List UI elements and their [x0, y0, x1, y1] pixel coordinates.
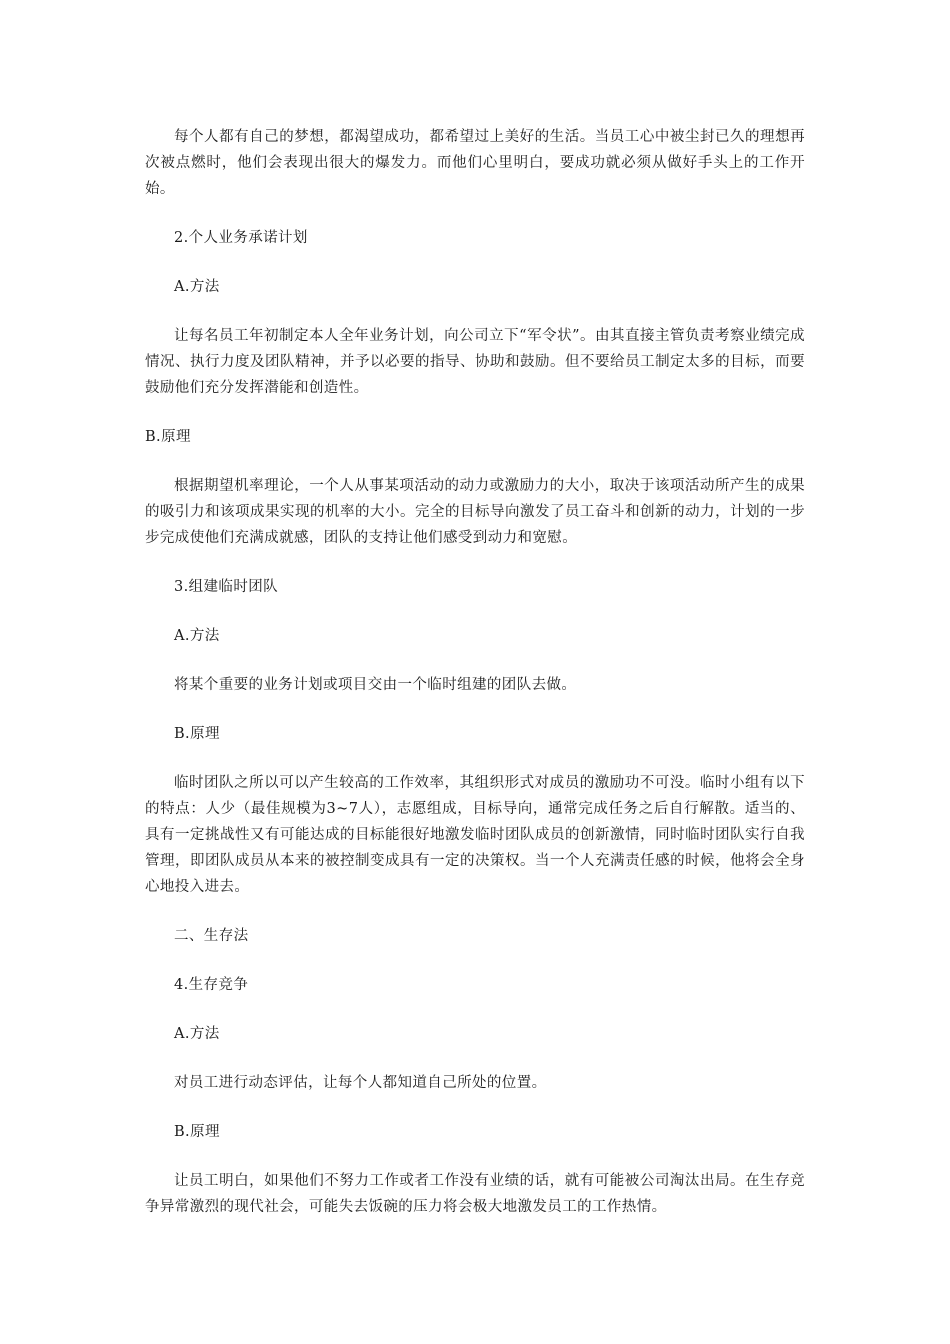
paragraph-method-evaluation: 对员工进行动态评估，让每个人都知道自己所处的位置。 — [174, 1075, 547, 1091]
paragraph-principle-expectancy: 根据期望机率理论，一个人从事某项活动的动力或激励力的大小，取决于该项活动所产生的成果的吸引力和该项成果实现的机率的大小。完全的目标导向激发了员工奋斗和创新的动力，计划的一步步完成使他们充满成就感，团队的支持让他们感受到动力和宽慰。 — [145, 478, 805, 546]
heading-survival-competition: 4.生存竞争 — [174, 977, 249, 993]
document-page — [145, 124, 805, 1220]
heading-business-commitment-plan: 2.个人业务承诺计划 — [174, 230, 308, 246]
heading-method-a: A.方法 — [174, 279, 220, 295]
paragraph-method-commitment: 让每名员工年初制定本人全年业务计划，向公司立下“军令状”。由其直接主管负责考察业绩完成情况、执行力度及团队精神，并予以必要的指导、协助和鼓励。但不要给员工制定太多的目标，而要鼓励他们充分发挥潜能和创造性。 — [145, 328, 805, 396]
paragraph-principle-temp-team: 临时团队之所以可以产生较高的工作效率，其组织形式对成员的激励功不可没。临时小组有以下的特点：人少（最佳规模为3~7人），志愿组成，目标导向，通常完成任务之后自行解散。适当的、具有一定挑战性又有可能达成的目标能很好地激发临时团队成员的创新激情，同时临时团队实行自我管理，即团队成员从本来的被控制变成具有一定的决策权。当一个人充满责任感的时候，他将会全身心地投入进去。 — [145, 775, 805, 895]
heading-survival-law: 二、生存法 — [174, 928, 249, 944]
heading-principle-b-2: B.原理 — [174, 726, 220, 742]
paragraph-method-temp-team: 将某个重要的业务计划或项目交由一个临时组建的团队去做。 — [174, 677, 577, 693]
heading-principle-b: B.原理 — [145, 429, 191, 445]
paragraph-principle-survival: 让员工明白，如果他们不努力工作或者工作没有业绩的话，就有可能被公司淘汰出局。在生存竞争异常激烈的现代社会，可能失去饭碗的压力将会极大地激发员工的工作热情。 — [145, 1173, 805, 1215]
heading-temporary-team: 3.组建临时团队 — [174, 579, 279, 595]
heading-method-a-2: A.方法 — [174, 628, 220, 644]
heading-method-a-3: A.方法 — [174, 1026, 220, 1042]
heading-principle-b-3: B.原理 — [174, 1124, 220, 1140]
paragraph-dream: 每个人都有自己的梦想，都渴望成功，都希望过上美好的生活。当员工心中被尘封已久的理想再次被点燃时，他们会表现出很大的爆发力。而他们心里明白，要成功就必须从做好手头上的工作开始。 — [145, 129, 805, 197]
